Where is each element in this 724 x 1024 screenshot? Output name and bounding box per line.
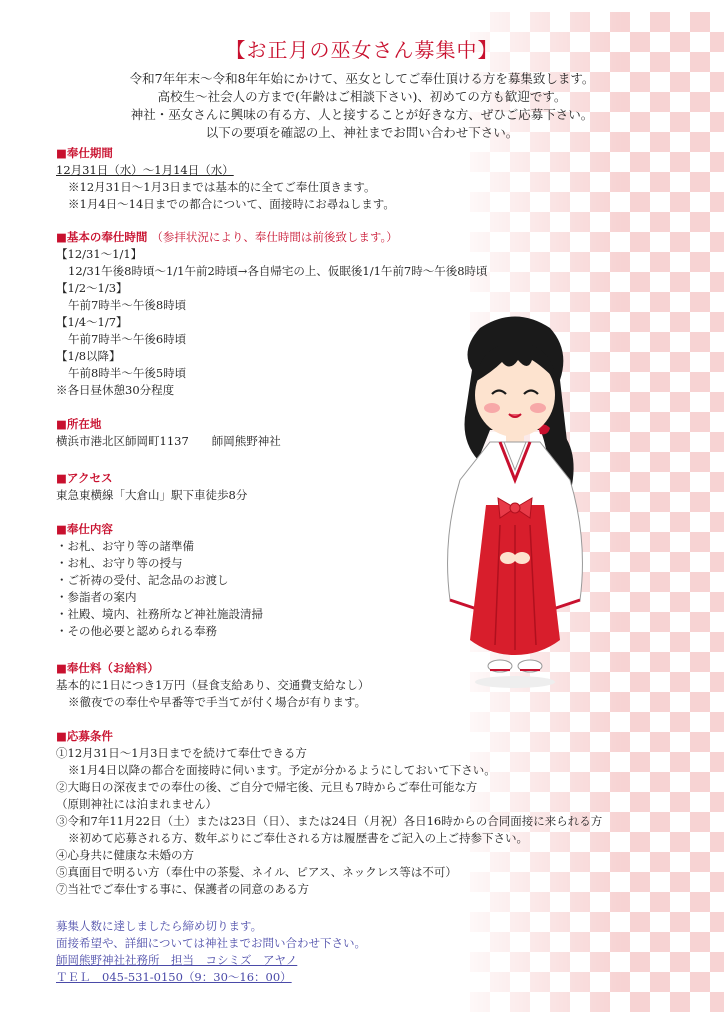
- requirement-line: ⑤真面目で明るい方（奉仕中の茶髪、ネイル、ピアス、ネックレス等は不可）: [56, 865, 457, 879]
- hours-time: 12/31午後8時頃～1/1午前2時頃→各自帰宅の上、仮眠後1/1午前7時～午後8時頃: [68, 264, 488, 278]
- section-period: [56, 145, 395, 213]
- page-title: 【お正月の巫女さん募集中】: [225, 38, 499, 62]
- hours-time: 午前7時半～午後6時頃: [68, 332, 187, 346]
- period-note: ※1月4日～14日までの都合について、面接時にお尋ねします。: [68, 197, 395, 211]
- footer-line: 募集人数に達しましたら締め切ります。: [56, 919, 263, 933]
- duty-item: ・お札、お守り等の諸準備: [56, 539, 194, 553]
- duty-item: ・参詣者の案内: [56, 590, 137, 604]
- requirement-line: ④心身共に健康な未婚の方: [56, 848, 194, 862]
- hours-label: 【1/2～1/3】: [56, 281, 128, 295]
- requirement-line: （原則神社には泊まれません）: [56, 797, 217, 811]
- requirement-note: ※1月4日以降の都合を面接時に伺います。予定が分かるようにしておいて下さい。: [68, 763, 496, 777]
- hours-time: 午前8時半～午後5時頃: [68, 366, 187, 380]
- duty-item: ・お札、お守り等の授与: [56, 556, 183, 570]
- miko-illustration: [420, 310, 610, 720]
- intro-line: 神社・巫女さんに興味の有る方、人と接することが好きな方、ぜひご応募下さい。: [130, 107, 594, 122]
- location-text: 横浜市港北区師岡町1137 師岡熊野神社: [56, 434, 281, 448]
- requirement-line: ②大晦日の深夜までの奉仕の後、ご自分で帰宅後、元旦も7時からご奉仕可能な方: [56, 780, 478, 794]
- period-note: ※12月31日～1月3日までは基本的に全てご奉仕頂きます。: [68, 180, 376, 194]
- footer-line: 面接希望や、詳細については神社までお問い合わせ下さい。: [56, 936, 367, 950]
- section-pay: [56, 660, 369, 711]
- intro-text: [60, 70, 664, 142]
- hours-label: 【1/8以降】: [56, 349, 121, 363]
- hours-time: 午前7時半～午後8時頃: [68, 298, 187, 312]
- footer: [56, 918, 366, 986]
- pay-text: 基本的に1日につき1万円（昼食支給あり、交通費支給なし）: [56, 678, 370, 692]
- section-requirements: [56, 728, 602, 898]
- period-heading: ■奉仕期間: [56, 146, 113, 160]
- intro-line: 以下の要項を確認の上、神社までお問い合わせ下さい。: [205, 125, 519, 140]
- hours-heading-label: ■基本の奉仕時間: [56, 230, 148, 244]
- footer-contact: 師岡熊野神社社務所 担当 コシミズ アヤノ: [56, 953, 298, 967]
- access-heading: ■アクセス: [56, 471, 113, 485]
- pay-heading: ■奉仕料（お給料）: [56, 661, 159, 675]
- duties-heading: ■奉仕内容: [56, 522, 113, 536]
- section-access: [56, 470, 247, 504]
- duty-item: ・社殿、境内、社務所など神社施設清掃: [56, 607, 263, 621]
- access-text: 東急東横線「大倉山」駅下車徒歩8分: [56, 488, 248, 502]
- intro-line: 令和7年年末～令和8年年始にかけて、巫女としてご奉仕頂ける方を募集致します。: [129, 71, 595, 86]
- hours-label: 【12/31～1/1】: [56, 247, 143, 261]
- location-heading: ■所在地: [56, 417, 102, 431]
- pay-note: ※徹夜での奉仕や早番等で手当てが付く場合が有ります。: [68, 695, 367, 709]
- requirements-heading: ■応募条件: [56, 729, 113, 743]
- requirement-note: ※初めて応募される方、数年ぶりにご奉仕される方は履歴書をご記入の上ご持参下さい。: [68, 831, 528, 845]
- duty-item: ・ご祈祷の受付、記念品のお渡し: [56, 573, 229, 587]
- period-dates: 12月31日（水）～1月14日（水）: [56, 163, 234, 177]
- hours-heading: [56, 229, 488, 246]
- duty-item: ・その他必要と認められる奉務: [56, 624, 217, 638]
- hours-label: 【1/4～1/7】: [56, 315, 128, 329]
- requirement-line: ⑦当社でご奉仕する事に、保護者の同意のある方: [56, 882, 309, 896]
- hours-note: ※各日昼休憩30分程度: [56, 383, 175, 397]
- intro-line: 高校生～社会人の方まで(年齢はご相談下さい)、初めての方も歓迎です。: [157, 89, 567, 104]
- hours-heading-note: （参拝状況により、奉仕時間は前後致します。）: [151, 230, 398, 244]
- section-location: [56, 416, 281, 450]
- requirement-line: ①12月31日～1月3日までを続けて奉仕できる方: [56, 746, 307, 760]
- requirement-line: ③令和7年11月22日（土）または23日（日）、または24日（月祝）各日16時からの合同面接に来られる方: [56, 814, 603, 828]
- footer-tel: ＴＥＬ 045-531-0150（9：30～16：00）: [56, 970, 292, 984]
- section-duties: [56, 521, 263, 640]
